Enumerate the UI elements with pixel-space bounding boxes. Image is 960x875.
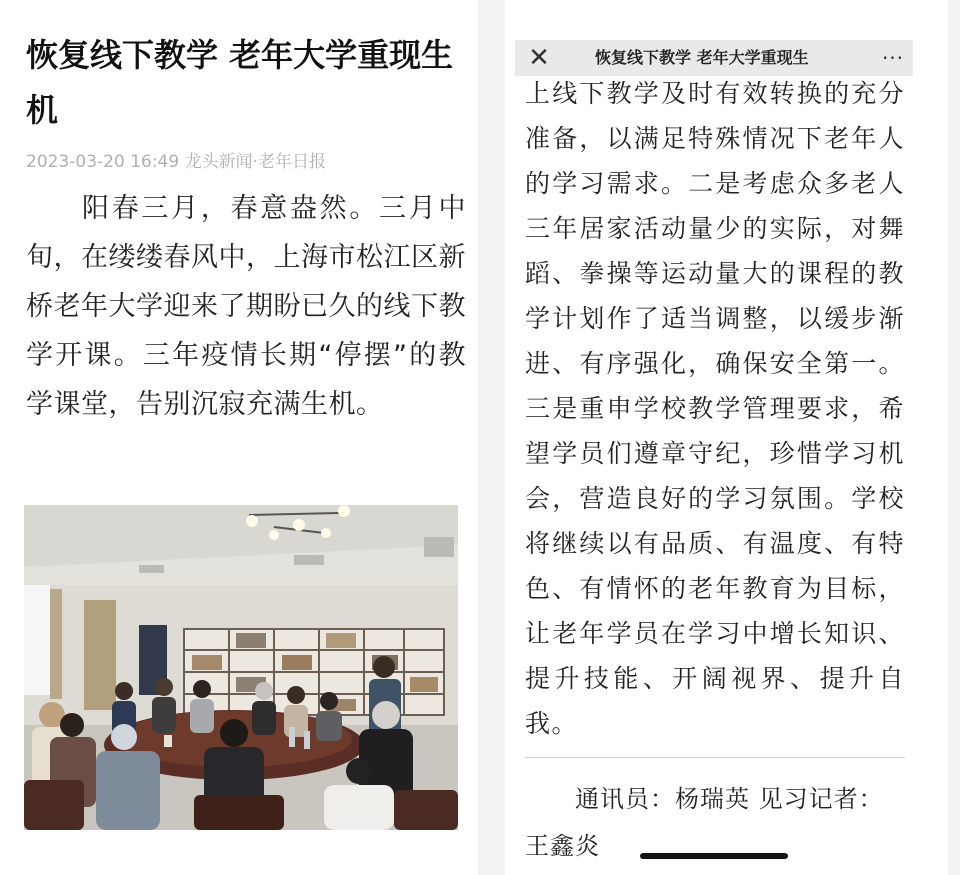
article-title: 恢复线下教学 老年大学重现生机 [26, 36, 454, 129]
divider [525, 757, 905, 758]
article-intro-paragraph: 阳春三月，春意盎然。三月中旬，在缕缕春风中，上海市松江区新桥老年大学迎来了期盼已久的线下教学开课。三年疫情长期“停摆”的教学课堂，告别沉寂充满生机。 [26, 193, 466, 420]
article-meta: 2023-03-20 16:49 龙头新闻·老年日报 [26, 152, 326, 172]
nav-title: 恢复线下教学 老年大学重现生 [595, 48, 809, 67]
article-left-panel [0, 0, 478, 875]
article-credit: 通讯员：杨瑞英 见习记者：王鑫炎 [525, 785, 884, 860]
close-icon[interactable]: ✕ [528, 43, 550, 73]
article-body-paragraph: 上线下教学及时有效转换的充分准备，以满足特殊情况下老年人的学习需求。二是考虑众多老人三年居家活动量少的实际，对舞蹈、拳操等运动量大的课程的教学计划作了适当调整，以缓步渐进、有序强化，确保安全第一。三是重申学校教学管理要求，希望学员们遵章守纪，珍惜学习机会，营造良好的学习氛围。学校将继续以有品质、有温度、有特色、有情怀的老年教育为目标，让老年学员在学习中增长知识、提升技能、开阔视界、提升自我。 [525, 79, 905, 738]
classroom-photo [24, 505, 458, 830]
home-indicator[interactable] [640, 853, 788, 859]
bookshelf [184, 629, 444, 715]
article-right-panel [505, 0, 948, 875]
more-icon[interactable]: ··· [881, 46, 905, 70]
